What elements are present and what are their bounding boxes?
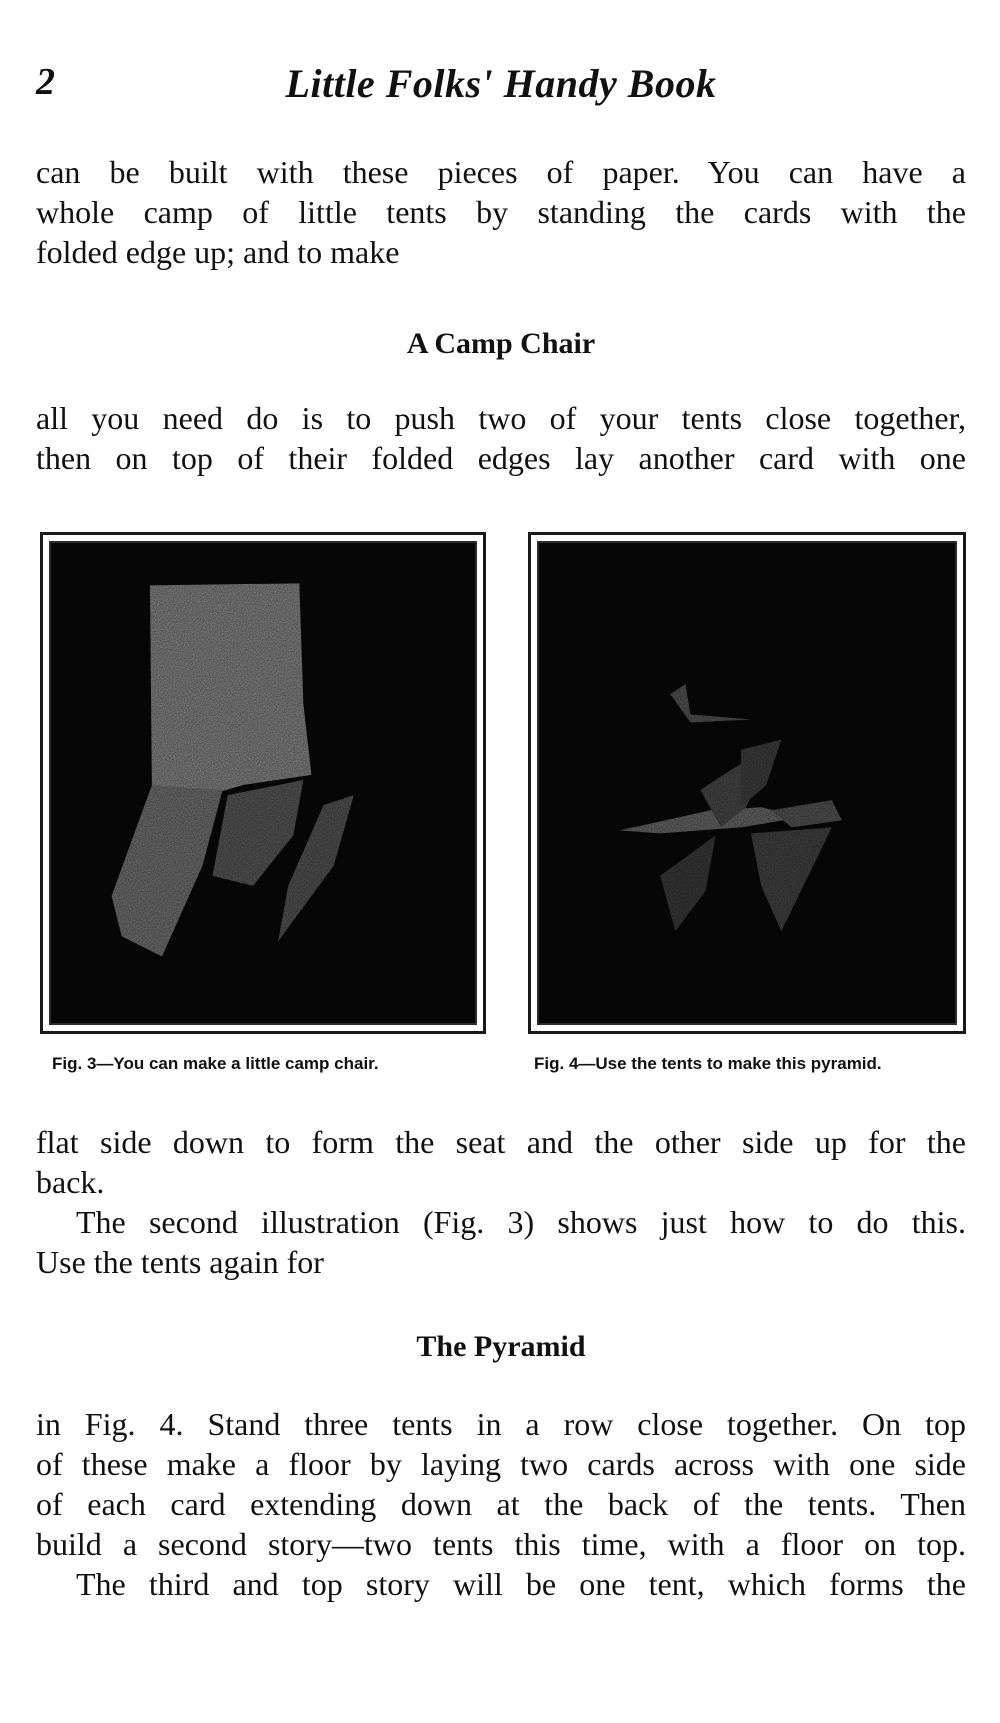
pyramid-cards (620, 684, 842, 931)
text-line: Use the tents again for (36, 1244, 324, 1280)
paragraph-second-illustration (36, 1202, 966, 1282)
figure-3-caption: Fig. 3—You can make a little camp chair. (52, 1054, 379, 1073)
text-line: can be built with these pieces of paper. You can have a (36, 154, 966, 190)
figure-4-image (537, 541, 957, 1025)
figure-4-caption: Fig. 4—Use the tents to make this pyramid. (534, 1054, 882, 1073)
paragraph-camp-chair (36, 398, 966, 478)
text-line: all you need do is to push two of your tents close together, (36, 400, 966, 436)
camp-chair-cards (112, 583, 354, 956)
text-line: build a second story—two tents this time, with a floor on top. (36, 1526, 966, 1562)
text-line: The third and top story will be one tent, which forms the (76, 1566, 966, 1602)
text-line: in Fig. 4. Stand three tents in a row close together. On top (36, 1406, 966, 1442)
text-line: of each card extending down at the back of the tents. Then (36, 1486, 966, 1522)
page-number: 2 (36, 61, 55, 103)
paragraph-intro (36, 152, 966, 272)
text-line: back. (36, 1164, 105, 1200)
paragraph-pyramid (36, 1404, 966, 1564)
page-header (36, 60, 966, 110)
text-line: then on top of their folded edges lay another card with one (36, 440, 966, 476)
heading-pyramid: The Pyramid (416, 1330, 586, 1363)
figure-3-photo (40, 532, 486, 1034)
text-line: whole camp of little tents by standing the cards with the (36, 194, 966, 230)
paragraph-back (36, 1122, 966, 1202)
text-line: The second illustration (Fig. 3) shows just how to do this. (76, 1204, 966, 1240)
heading-camp-chair: A Camp Chair (406, 327, 596, 360)
text-line: folded edge up; and to make (36, 234, 400, 270)
figure-3-image (49, 541, 477, 1025)
running-title: Little Folks' Handy Book (285, 61, 717, 106)
text-line: flat side down to form the seat and the other side up for the (36, 1124, 966, 1160)
figure-4-photo (528, 532, 966, 1034)
paragraph-top-story (36, 1564, 966, 1604)
text-line: of these make a floor by laying two cards across with one side (36, 1446, 966, 1482)
